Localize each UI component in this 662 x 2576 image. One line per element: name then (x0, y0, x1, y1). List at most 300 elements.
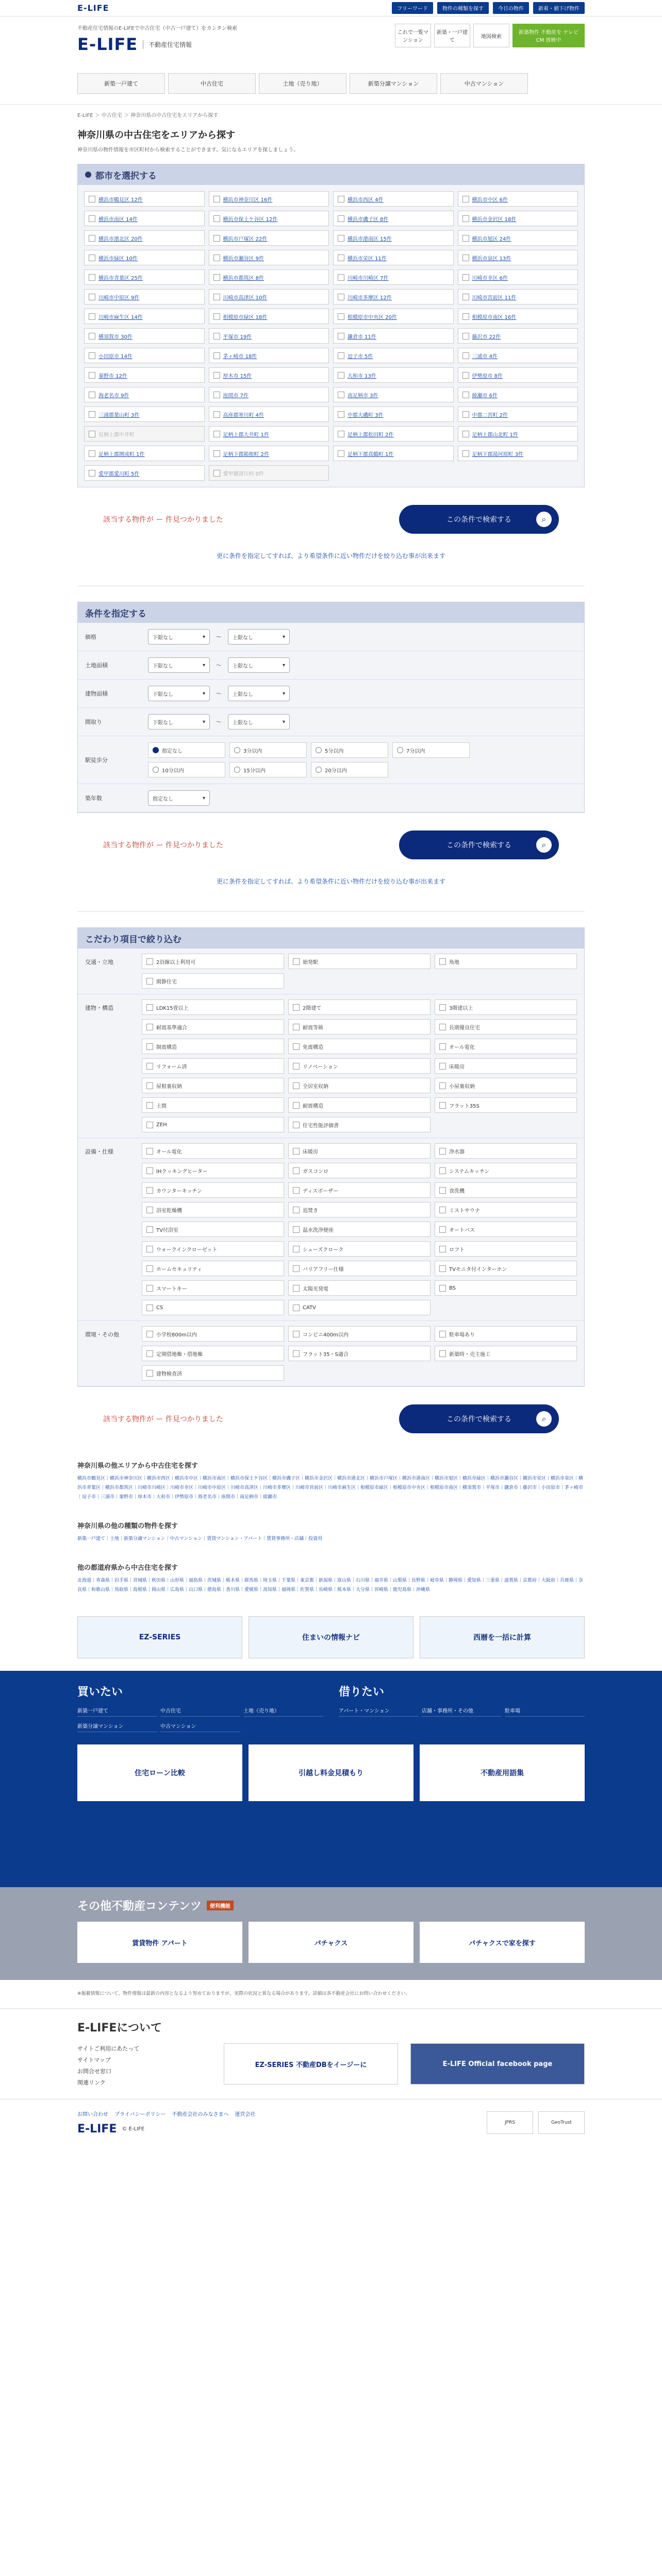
service-banner[interactable]: 引越し料金見積もり (249, 1744, 413, 1801)
checkbox[interactable] (439, 1043, 446, 1050)
about-link[interactable]: 関連リンク (77, 2079, 106, 2086)
other-banner[interactable]: 賃貸物件 アパート (77, 1922, 242, 1963)
kodawari-checkbox-item[interactable] (288, 1097, 431, 1113)
walk-radio-option[interactable] (392, 742, 470, 758)
kodawari-checkbox-item[interactable] (142, 1039, 284, 1054)
checkbox[interactable] (293, 1207, 300, 1213)
checkbox[interactable] (439, 1102, 446, 1109)
checkbox[interactable] (293, 1246, 300, 1252)
area-checkbox-item[interactable] (333, 426, 454, 442)
kodawari-checkbox-item[interactable] (142, 1202, 284, 1217)
kodawari-checkbox-item[interactable] (142, 973, 284, 989)
checkbox[interactable] (146, 1063, 153, 1070)
area-checkbox-item[interactable] (333, 309, 454, 324)
checkbox[interactable] (439, 1350, 446, 1357)
kodawari-checkbox-item[interactable] (435, 999, 577, 1015)
service-banner[interactable]: 不動産用語集 (420, 1744, 585, 1801)
kodawari-checkbox-item[interactable] (142, 1365, 284, 1381)
checkbox[interactable] (462, 431, 469, 437)
walk-radio-option[interactable] (148, 762, 225, 777)
checkbox[interactable] (146, 1187, 153, 1194)
checkbox[interactable] (146, 1082, 153, 1089)
kodawari-checkbox-item[interactable] (142, 999, 284, 1015)
checkbox[interactable] (213, 196, 220, 202)
checkbox[interactable] (462, 352, 469, 359)
checkbox[interactable] (213, 235, 220, 242)
checkbox[interactable] (462, 333, 469, 340)
area-checkbox-item[interactable] (209, 269, 329, 285)
checkbox[interactable] (146, 1350, 153, 1357)
kodawari-checkbox-item[interactable] (435, 1078, 577, 1093)
kodawari-item-label: 耐震構造 (303, 1103, 323, 1109)
checkbox[interactable] (462, 235, 469, 242)
buy-item[interactable]: 新築一戸建て (77, 1704, 157, 1717)
kodawari-checkbox-item[interactable] (435, 1019, 577, 1035)
area-checkbox-item[interactable] (209, 250, 329, 265)
buy-item[interactable]: 新築分譲マンション (77, 1720, 157, 1732)
buy-item[interactable]: 中古マンション (160, 1720, 240, 1732)
price-min-select[interactable] (148, 629, 210, 645)
area-checkbox-item[interactable] (84, 387, 205, 402)
checkbox[interactable] (213, 372, 220, 379)
checkbox[interactable] (213, 431, 220, 437)
link-list[interactable]: 新築一戸建て｜土地｜新築分譲マンション｜中古マンション｜賃貸マンション・アパート｜賃貸事務所・店舗｜投資用 (77, 1536, 323, 1541)
quick-link[interactable]: 今日の物件 (493, 2, 529, 14)
checkbox[interactable] (146, 1226, 153, 1233)
area-checkbox-item[interactable] (209, 191, 329, 207)
area-checkbox-item[interactable] (333, 191, 454, 207)
checkbox[interactable] (89, 372, 95, 379)
area-checkbox-item[interactable] (209, 348, 329, 363)
quick-link[interactable]: 新着・値下げ物件 (533, 2, 585, 14)
quick-link[interactable]: フリーワード (392, 2, 433, 14)
about-link[interactable]: サイトご利用にあたって (77, 2045, 140, 2052)
checkbox[interactable] (338, 333, 344, 340)
kodawari-checkbox-item[interactable] (435, 1143, 577, 1159)
checkbox[interactable] (462, 274, 469, 281)
kodawari-checkbox-item[interactable] (288, 1078, 431, 1093)
footer-link[interactable]: 運営会社 (235, 2112, 256, 2117)
footer-logo[interactable]: E-LIFE (77, 2123, 117, 2136)
checkbox[interactable] (462, 196, 469, 202)
top-logo[interactable]: E-LIFE (77, 3, 109, 13)
checkbox[interactable] (338, 450, 344, 457)
checkbox[interactable] (439, 1063, 446, 1070)
kodawari-checkbox-item[interactable] (288, 1300, 431, 1315)
area-checkbox-item[interactable] (458, 387, 578, 402)
building-min-select[interactable] (148, 686, 210, 701)
rent-item[interactable]: 店舗・事務所・その他 (422, 1704, 502, 1717)
checkbox[interactable] (213, 274, 220, 281)
checkbox[interactable] (146, 958, 153, 965)
checkbox[interactable] (338, 431, 344, 437)
checkbox[interactable] (338, 294, 344, 300)
checkbox[interactable] (146, 978, 153, 985)
checkbox[interactable] (293, 1304, 300, 1311)
walk-radio-option[interactable] (148, 742, 225, 758)
facebook-banner[interactable]: E-LIFE Official facebook page (410, 2043, 585, 2084)
buy-item[interactable]: 中古住宅 (160, 1704, 240, 1717)
checkbox[interactable] (338, 255, 344, 261)
kodawari-checkbox-item[interactable] (288, 1019, 431, 1035)
checkbox[interactable] (293, 1167, 300, 1174)
kodawari-checkbox-item[interactable] (288, 1058, 431, 1074)
kodawari-checkbox-item[interactable] (435, 1261, 577, 1276)
checkbox[interactable] (146, 1285, 153, 1292)
checkbox[interactable] (89, 470, 95, 477)
area-checkbox-item[interactable] (458, 328, 578, 344)
checkbox[interactable] (462, 450, 469, 457)
checkbox[interactable] (439, 1148, 446, 1155)
kodawari-checkbox-item[interactable] (288, 1039, 431, 1054)
checkbox[interactable] (146, 1331, 153, 1337)
checkbox[interactable] (89, 352, 95, 359)
checkbox[interactable] (293, 1004, 300, 1011)
area-checkbox-item[interactable] (84, 211, 205, 226)
area-checkbox-item[interactable] (458, 348, 578, 363)
checkbox[interactable] (439, 1187, 446, 1194)
checkbox[interactable] (213, 313, 220, 320)
kodawari-checkbox-item[interactable] (142, 1097, 284, 1113)
area-checkbox-item[interactable] (458, 289, 578, 304)
checkbox[interactable] (146, 1370, 153, 1377)
kodawari-checkbox-item[interactable] (288, 1117, 431, 1132)
checkbox[interactable] (338, 274, 344, 281)
link-list[interactable]: 北海道｜青森県｜岩手県｜宮城県｜秋田県｜山形県｜福島県｜茨城県｜栃木県｜群馬県｜埼玉県｜千葉県｜東京都｜新潟県｜富山県｜石川県｜福井県｜山梨県｜長野県｜岐阜県｜静岡県｜愛知県｜三重県｜滋賀県｜京都府｜大阪府｜兵庫県｜奈良県｜和歌山県｜鳥取県｜島根県｜岡山県｜広島県｜山口県｜徳島県｜香川県｜愛媛県｜高知県｜福岡県｜佐賀県｜長崎県｜熊本県｜大分県｜宮崎県｜鹿児島県｜沖縄県 (77, 1578, 584, 1592)
breadcrumb[interactable]: E-LIFE ＞ 中古住宅 ＞ 神奈川県の中古住宅をエリアから探す (0, 104, 662, 125)
footer-link[interactable]: 不動産会社のみなさまへ (172, 2112, 229, 2117)
kodawari-checkbox-item[interactable] (142, 1019, 284, 1035)
area-checkbox-item[interactable] (458, 309, 578, 324)
area-checkbox-item[interactable] (209, 367, 329, 383)
checkbox[interactable] (338, 196, 344, 202)
checkbox[interactable] (439, 1024, 446, 1030)
checkbox[interactable] (89, 215, 95, 222)
ez-series-banner[interactable]: EZ-SERIES 不動産DBをイージーに (224, 2043, 398, 2084)
area-checkbox-item[interactable] (333, 269, 454, 285)
checkbox[interactable] (293, 1331, 300, 1337)
footer-link[interactable]: プライバシーポリシー (114, 2112, 166, 2117)
kodawari-checkbox-item[interactable] (142, 1261, 284, 1276)
checkbox[interactable] (293, 1187, 300, 1194)
checkbox[interactable] (89, 392, 95, 398)
checkbox[interactable] (89, 450, 95, 457)
checkbox[interactable] (146, 1207, 153, 1213)
header-button[interactable]: 新築・一戸建て (434, 24, 470, 47)
layout-min-select[interactable] (148, 714, 210, 730)
checkbox[interactable] (462, 372, 469, 379)
checkbox[interactable] (89, 196, 95, 202)
kodawari-checkbox-item[interactable] (288, 1163, 431, 1178)
nav-item[interactable]: 新築分譲マンション (350, 73, 437, 94)
kodawari-checkbox-item[interactable] (435, 1202, 577, 1217)
search-button[interactable] (399, 1404, 559, 1433)
checkbox[interactable] (89, 255, 95, 261)
kodawari-checkbox-item[interactable] (142, 1222, 284, 1237)
kodawari-checkbox-item[interactable] (435, 1241, 577, 1257)
checkbox[interactable] (338, 215, 344, 222)
checkbox[interactable] (146, 1265, 153, 1272)
area-checkbox-item[interactable] (209, 230, 329, 246)
area-checkbox-item[interactable] (458, 230, 578, 246)
checkbox[interactable] (146, 1304, 153, 1311)
area-checkbox-item[interactable] (458, 406, 578, 422)
area-checkbox-item[interactable] (333, 289, 454, 304)
area-checkbox-item[interactable] (458, 367, 578, 383)
checkbox[interactable] (338, 411, 344, 418)
area-checkbox-item[interactable] (209, 446, 329, 461)
area-checkbox-item[interactable] (84, 446, 205, 461)
area-checkbox-item[interactable] (209, 465, 329, 481)
area-checkbox-item[interactable] (84, 191, 205, 207)
other-banner[interactable]: パチャクスで家を探す (420, 1922, 585, 1963)
kodawari-checkbox-item[interactable] (142, 1163, 284, 1178)
kodawari-checkbox-item[interactable] (435, 1326, 577, 1342)
kodawari-checkbox-item[interactable] (435, 1163, 577, 1178)
checkbox[interactable] (462, 411, 469, 418)
kodawari-checkbox-item[interactable] (435, 1097, 577, 1113)
checkbox[interactable] (213, 215, 220, 222)
promo-banner[interactable]: EZ-SERIES (77, 1616, 242, 1658)
kodawari-checkbox-item[interactable] (142, 1182, 284, 1198)
checkbox[interactable] (293, 958, 300, 965)
kodawari-checkbox-item[interactable] (288, 1222, 431, 1237)
price-row: 価格 下限なし ▾ 〜 上限なし ▾ (78, 623, 584, 651)
area-checkbox-item[interactable] (458, 446, 578, 461)
kodawari-checkbox-item[interactable] (288, 1143, 431, 1159)
walk-radio-option[interactable] (229, 762, 307, 777)
area-checkbox-item[interactable] (333, 367, 454, 383)
checkbox[interactable] (293, 1148, 300, 1155)
area-checkbox-item[interactable] (84, 289, 205, 304)
area-checkbox-item[interactable] (458, 191, 578, 207)
checkbox[interactable] (213, 294, 220, 300)
area-checkbox-item[interactable] (333, 406, 454, 422)
area-checkbox-item[interactable] (84, 406, 205, 422)
checkbox[interactable] (213, 392, 220, 398)
checkbox[interactable] (213, 255, 220, 261)
quick-link[interactable]: 物件の種類を探す (437, 2, 489, 14)
building-max-select[interactable] (228, 686, 290, 701)
about-link[interactable]: サイトマップ (77, 2057, 111, 2063)
kodawari-checkbox-item[interactable] (435, 1280, 577, 1296)
checkbox[interactable] (439, 1265, 446, 1272)
checkbox[interactable] (213, 470, 220, 477)
area-checkbox-item[interactable] (209, 328, 329, 344)
land-max-select[interactable] (228, 657, 290, 673)
kodawari-checkbox-item[interactable] (288, 1346, 431, 1361)
area-checkbox-item[interactable] (333, 211, 454, 226)
kodawari-checkbox-item[interactable] (435, 1346, 577, 1361)
checkbox[interactable] (462, 313, 469, 320)
area-checkbox-item[interactable] (333, 446, 454, 461)
kodawari-checkbox-item[interactable] (142, 1078, 284, 1093)
walk-radio-option[interactable] (311, 762, 388, 777)
area-checkbox-item[interactable] (209, 309, 329, 324)
checkbox[interactable] (213, 333, 220, 340)
checkbox[interactable] (213, 450, 220, 457)
header-button[interactable]: 地図検索 (473, 24, 509, 47)
kodawari-checkbox-item[interactable] (142, 1117, 284, 1132)
kodawari-checkbox-item[interactable] (142, 1346, 284, 1361)
checkbox[interactable] (89, 274, 95, 281)
checkbox[interactable] (439, 1226, 446, 1233)
area-checkbox-item[interactable] (84, 465, 205, 481)
area-checkbox-item[interactable] (458, 250, 578, 265)
search-button[interactable] (399, 831, 559, 859)
footer-link[interactable]: お問い合わせ (77, 2112, 108, 2117)
kodawari-checkbox-item[interactable] (142, 1300, 284, 1315)
area-checkbox-item[interactable] (209, 387, 329, 402)
checkbox[interactable] (146, 1024, 153, 1030)
kodawari-checkbox-item[interactable] (142, 1326, 284, 1342)
kodawari-checkbox-item[interactable] (142, 1280, 284, 1296)
checkbox[interactable] (462, 294, 469, 300)
area-checkbox-item[interactable] (84, 269, 205, 285)
checkbox[interactable] (213, 352, 220, 359)
about-link[interactable]: お問合せ窓口 (77, 2068, 111, 2075)
checkbox[interactable] (293, 1102, 300, 1109)
kodawari-checkbox-item[interactable] (142, 954, 284, 969)
rent-item[interactable]: 駐車場 (505, 1704, 585, 1717)
area-checkbox-item[interactable] (209, 289, 329, 304)
checkbox[interactable] (293, 1063, 300, 1070)
nav-item[interactable]: 新築一戸建て (77, 73, 165, 94)
link-list[interactable]: 横浜市鶴見区｜横浜市神奈川区｜横浜市西区｜横浜市中区｜横浜市南区｜横浜市保土ケ谷区｜横浜市磯子区｜横浜市金沢区｜横浜市港北区｜横浜市戸塚区｜横浜市港南区｜横浜市旭区｜横浜市緑区｜横浜市瀬谷区｜横浜市栄区｜横浜市泉区｜横浜市青葉区｜横浜市都筑区｜川崎市川崎区｜川崎市幸区｜川崎市中原区｜川崎市高津区｜川崎市多摩区｜川崎市宮前区｜川崎市麻生区｜相模原市緑区｜相模原市中央区｜相模原市南区｜横須賀市｜平塚市｜鎌倉市｜藤沢市｜小田原市｜茅ヶ崎市｜逗子市｜三浦市｜秦野市｜厚木市｜大和市｜伊勢原市｜海老名市｜座間市｜南足柄市｜綾瀬市 (77, 1476, 584, 1500)
checkbox[interactable] (293, 1024, 300, 1030)
checkbox[interactable] (338, 235, 344, 242)
kodawari-checkbox-item[interactable] (288, 1326, 431, 1342)
area-checkbox-item[interactable] (209, 426, 329, 442)
checkbox[interactable] (439, 1246, 446, 1252)
kodawari-checkbox-item[interactable] (288, 1261, 431, 1276)
service-banner[interactable]: 住宅ローン比較 (77, 1744, 242, 1801)
area-checkbox-item[interactable] (84, 426, 205, 442)
area-checkbox-item[interactable] (209, 211, 329, 226)
area-checkbox-item[interactable] (458, 269, 578, 285)
checkbox[interactable] (146, 1004, 153, 1011)
area-checkbox-item[interactable] (84, 230, 205, 246)
area-checkbox-item[interactable] (333, 250, 454, 265)
header-button[interactable]: これで一覧マンション (395, 24, 431, 47)
area-checkbox-item[interactable] (333, 230, 454, 246)
kodawari-checkbox-item[interactable] (288, 954, 431, 969)
checkbox[interactable] (338, 352, 344, 359)
price-max-select[interactable] (228, 629, 290, 645)
site-logo[interactable]: E-LIFE (77, 35, 138, 54)
checkbox[interactable] (146, 1148, 153, 1155)
kodawari-checkbox-item[interactable] (142, 1143, 284, 1159)
kodawari-checkbox-item[interactable] (435, 1222, 577, 1237)
kodawari-checkbox-item[interactable] (288, 999, 431, 1015)
promo-banner[interactable]: 住まいの情報ナビ (249, 1616, 413, 1658)
kodawari-checkbox-item[interactable] (288, 1182, 431, 1198)
kodawari-checkbox-item[interactable] (435, 954, 577, 969)
kodawari-checkbox-item[interactable] (288, 1202, 431, 1217)
land-min-select[interactable] (148, 657, 210, 673)
checkbox[interactable] (462, 255, 469, 261)
checkbox[interactable] (293, 1043, 300, 1050)
area-checkbox-item[interactable] (333, 328, 454, 344)
area-checkbox-item[interactable] (333, 387, 454, 402)
nav-item[interactable]: 土地（売り地） (259, 73, 346, 94)
kodawari-checkbox-item[interactable] (435, 1058, 577, 1074)
checkbox[interactable] (462, 215, 469, 222)
trust-seal[interactable]: GeoTrust (538, 2111, 585, 2134)
checkbox[interactable] (146, 1102, 153, 1109)
checkbox[interactable] (462, 392, 469, 398)
checkbox[interactable] (439, 1082, 446, 1089)
area-checkbox-item[interactable] (458, 211, 578, 226)
checkbox[interactable] (293, 1350, 300, 1357)
kodawari-checkbox-item[interactable] (288, 1280, 431, 1296)
other-banner[interactable]: パチャクス (249, 1922, 413, 1963)
checkbox[interactable] (89, 294, 95, 300)
checkbox[interactable] (89, 431, 95, 437)
age-select[interactable] (148, 790, 210, 806)
trust-seal[interactable]: JPRS (487, 2111, 533, 2134)
area-checkbox-item[interactable] (84, 367, 205, 383)
layout-max-select[interactable] (228, 714, 290, 730)
area-checkbox-item[interactable] (458, 426, 578, 442)
checkbox[interactable] (89, 333, 95, 340)
checkbox[interactable] (293, 1122, 300, 1128)
checkbox[interactable] (89, 313, 95, 320)
checkbox[interactable] (146, 1167, 153, 1174)
area-checkbox-item[interactable] (84, 250, 205, 265)
checkbox[interactable] (439, 958, 446, 965)
checkbox[interactable] (146, 1043, 153, 1050)
kodawari-checkbox-item[interactable] (142, 1058, 284, 1074)
checkbox[interactable] (439, 1331, 446, 1337)
checkbox[interactable] (293, 1082, 300, 1089)
walk-radio-option[interactable] (311, 742, 388, 758)
search-button[interactable] (399, 505, 559, 534)
kodawari-checkbox-item[interactable] (142, 1241, 284, 1257)
area-checkbox-item[interactable] (84, 309, 205, 324)
area-checkbox-item[interactable] (84, 348, 205, 363)
kodawari-checkbox-item[interactable] (435, 1039, 577, 1054)
checkbox[interactable] (89, 411, 95, 418)
checkbox[interactable] (213, 411, 220, 418)
checkbox[interactable] (293, 1285, 300, 1292)
checkbox[interactable] (439, 1285, 446, 1292)
rent-item[interactable]: アパート・マンション (339, 1704, 419, 1717)
buy-item[interactable]: 土地（売り地） (243, 1704, 323, 1717)
kodawari-checkbox-item[interactable] (435, 1182, 577, 1198)
checkbox[interactable] (146, 1246, 153, 1252)
checkbox[interactable] (439, 1167, 446, 1174)
checkbox[interactable] (293, 1226, 300, 1233)
walk-radio-option[interactable] (229, 742, 307, 758)
checkbox[interactable] (293, 1265, 300, 1272)
promo-banner[interactable]: 西暦を一括に計算 (420, 1616, 585, 1658)
area-checkbox-item[interactable] (84, 328, 205, 344)
kodawari-checkbox-item[interactable] (288, 1241, 431, 1257)
nav-item[interactable]: 中古マンション (440, 73, 528, 94)
checkbox[interactable] (338, 392, 344, 398)
checkbox[interactable] (338, 372, 344, 379)
checkbox[interactable] (89, 235, 95, 242)
checkbox[interactable] (338, 313, 344, 320)
checkbox[interactable] (439, 1004, 446, 1011)
area-checkbox-item[interactable] (209, 406, 329, 422)
area-checkbox-item[interactable] (333, 348, 454, 363)
checkbox[interactable] (439, 1207, 446, 1213)
nav-item[interactable]: 中古住宅 (168, 73, 256, 94)
checkbox[interactable] (146, 1122, 153, 1128)
tv-cm-badge[interactable]: 新築物件 不動産を テレビ CM 放映中 (512, 24, 585, 47)
